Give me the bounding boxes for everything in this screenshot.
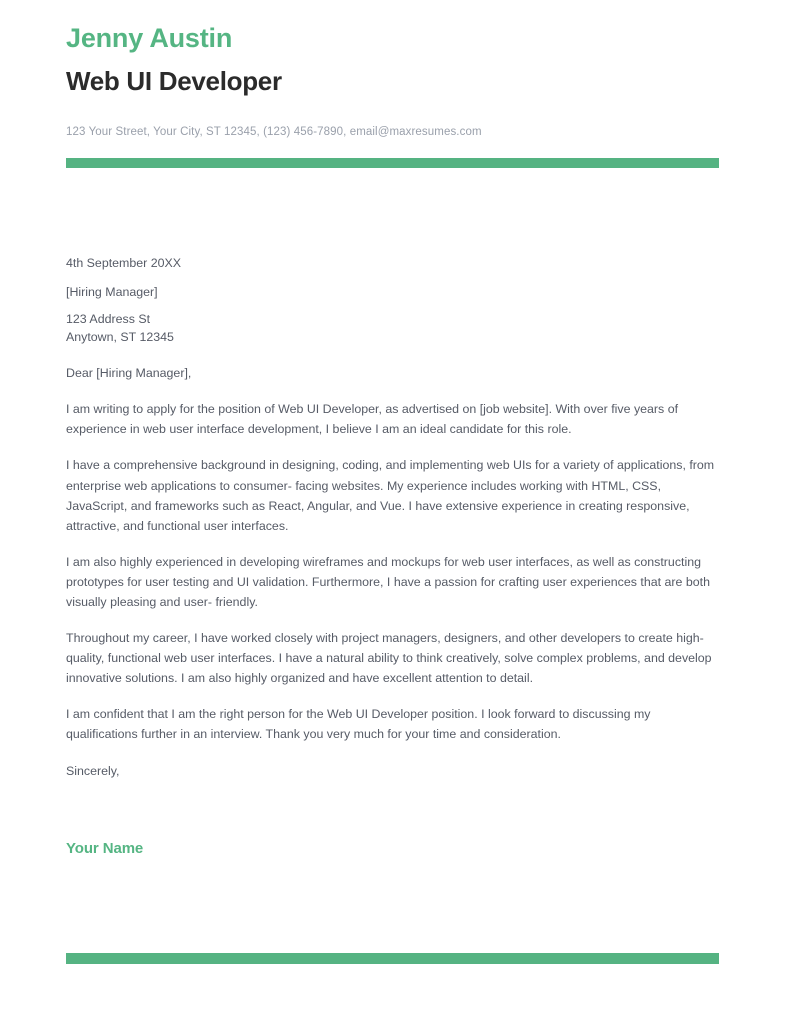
letter-paragraph-4: Throughout my career, I have worked closely with project managers, designers, and other developers to create high- quality, functional web user interfaces. I have a natural ability to think creatively, solve complex problems, and develop innovative solutions. I am also highly organized and have excellent attention to detail. — [66, 631, 712, 686]
recipient-address-line-2: Anytown, ST 12345 — [66, 330, 174, 345]
letter-paragraph-2: I have a comprehensive background in designing, coding, and implementing web UIs for a variety of applications, from enterprise web applications to consumer- facing websites. My experience includes working with HTML, CSS, JavaScript, and frameworks such as React, Angular, and Vue. I have extensive experience in creating responsive, attractive, and functional user interfaces. — [66, 458, 715, 533]
letter-body — [66, 253, 719, 861]
letter-salutation: Dear [Hiring Manager], — [66, 366, 192, 381]
applicant-job-title: Web UI Developer — [66, 65, 282, 96]
recipient-address — [66, 311, 719, 347]
letter-paragraph-5: I am confident that I am the right person for the Web UI Developer position. I look forward to discussing my qualifications further in an interview. Thank you very much for your time and consideration. — [66, 707, 651, 742]
letter-paragraph-1: I am writing to apply for the position of Web UI Developer, as advertised on [job website]. With over five years of experience in web user interface development, I believe I am an ideal candidate for this role. — [66, 402, 679, 437]
letter-date: 4th September 20XX — [66, 256, 182, 270]
letter-paragraph-3: I am also highly experienced in developing wireframes and mockups for web user interfaces, as well as constructing prototypes for user testing and UI validation. Furthermore, I have a passion for crafting user experiences that are both visually pleasing and user- friendly. — [66, 554, 710, 609]
letter-sign-off: Sincerely, — [66, 763, 120, 778]
letterhead — [66, 0, 719, 142]
letter-recipient: [Hiring Manager] — [66, 285, 158, 300]
letter-signature-name: Your Name — [66, 839, 144, 857]
footer-divider-rule — [66, 953, 719, 964]
header-block — [66, 0, 719, 142]
header-divider-rule — [66, 158, 719, 168]
recipient-address-line-1: 123 Address St — [66, 312, 151, 327]
contact-line: 123 Your Street, Your City, ST 12345, (123) 456-7890, email@maxresumes.com — [66, 126, 482, 139]
applicant-name: Jenny Austin — [66, 23, 233, 53]
